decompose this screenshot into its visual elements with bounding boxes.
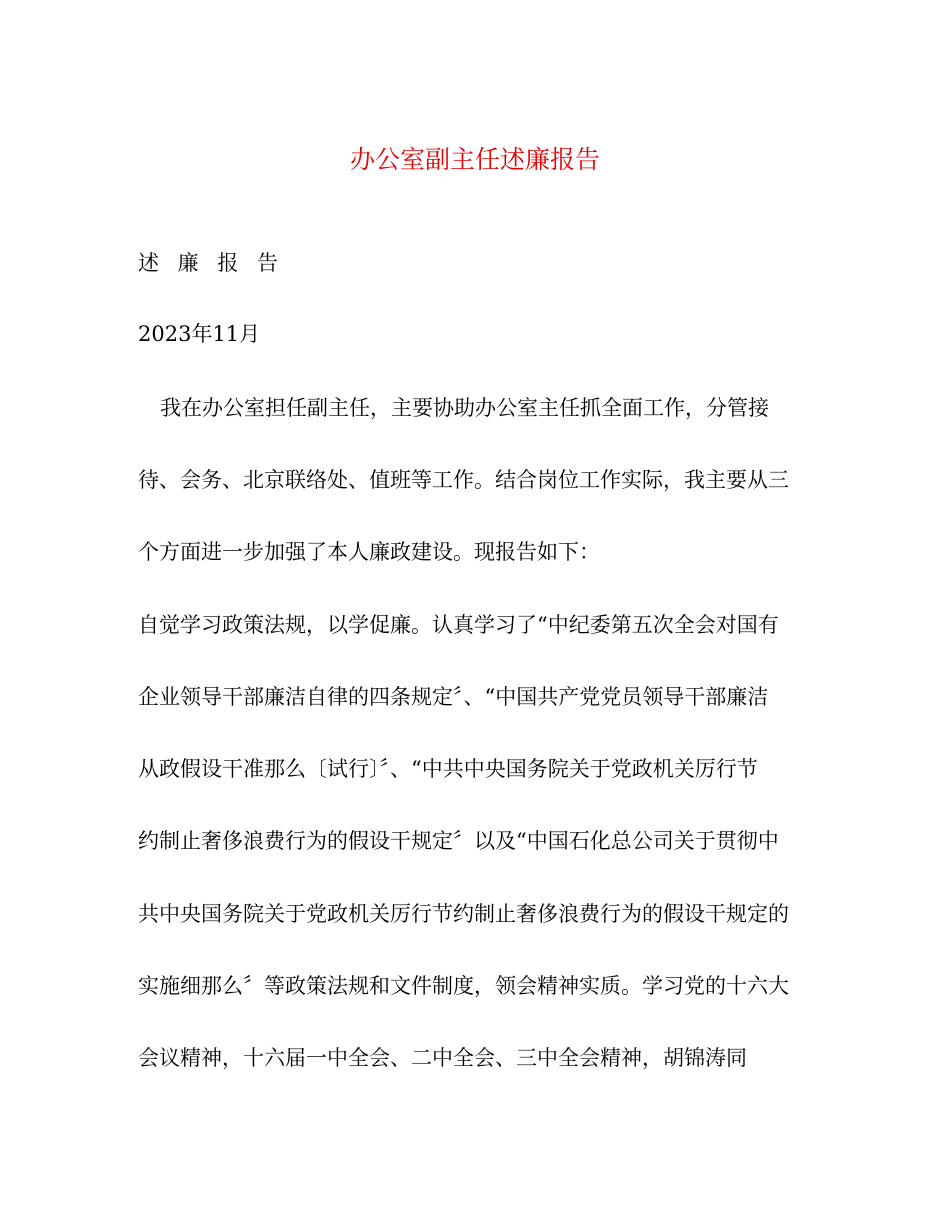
- document-date: 2023年11月: [138, 322, 261, 346]
- paragraph-line: 从政假设干准那么〔试行〕〞、“中共中央国务院关于党政机关厉行节: [138, 757, 758, 781]
- paragraph-line: 实施细那么〞等政策法规和文件制度，领会精神实质。学习党的十六大: [138, 974, 789, 998]
- paragraph-line: 待、会务、北京联络处、值班等工作。结合岗位工作实际，我主要从三: [138, 468, 789, 492]
- document-subtitle: 述 廉 报 告: [138, 251, 285, 275]
- paragraph-line: 约制止奢侈浪费行为的假设干规定〞以及“中国石化总公司关于贯彻中: [138, 829, 779, 853]
- paragraph-line: 个方面进一步加强了本人廉政建设。现报告如下：: [138, 540, 600, 564]
- paragraph-line: 我在办公室担任副主任，主要协助办公室主任抓全面工作，分管接: [160, 396, 769, 420]
- paragraph-line: 自觉学习政策法规，以学促廉。认真学习了“中纪委第五次全会对国有: [138, 613, 779, 637]
- document-title: 办公室副主任述廉报告: [349, 145, 600, 174]
- paragraph-line: 会议精神，十六届一中全会、二中全会、三中全会精神，胡锦涛同: [138, 1046, 747, 1070]
- paragraph-line: 共中央国务院关于党政机关厉行节约制止奢侈浪费行为的假设干规定的: [138, 902, 789, 926]
- paragraph-line: 企业领导干部廉洁自律的四条规定〞、“中国共产党党员领导干部廉洁: [138, 685, 769, 709]
